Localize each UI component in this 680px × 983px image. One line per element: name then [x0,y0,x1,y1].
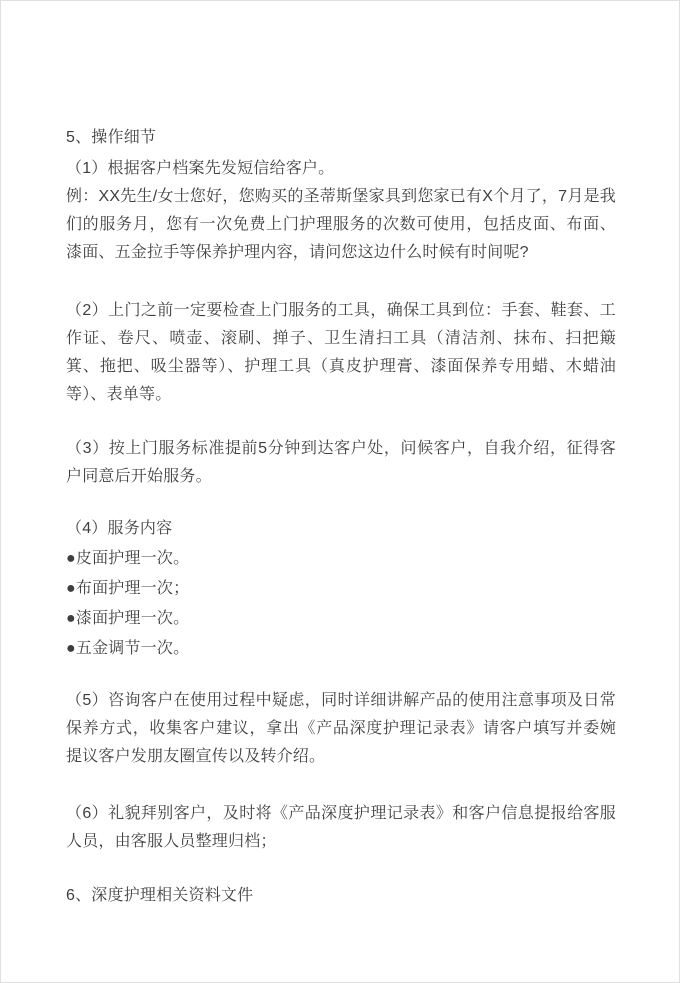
step-2-paragraph: （2）上门之前一定要检查上门服务的工具，确保工具到位：手套、鞋套、工作证、卷尺、喷壶、滚刷、掸子、卫生清扫工具（清洁剂、抹布、扫把簸箕、拖把、吸尘器等）、护理工具（真皮护理膏、漆面保养专用蜡、木蜡油等）、表单等。 [66,302,616,403]
section-6-heading: 6、深度护理相关资料文件 [66,887,254,904]
service-item-hardware: ●五金调节一次。 [66,640,190,657]
section-5-heading: 5、操作细节 [66,129,157,146]
step-3-paragraph: （3）按上门服务标准提前5分钟到达客户处，问候客户，自我介绍，征得客户同意后开始服务。 [66,440,616,485]
service-item-fabric: ●布面护理一次； [66,580,190,597]
service-item-leather: ●皮面护理一次。 [66,550,190,567]
sms-example-paragraph: 例：XX先生/女士您好，您购买的圣蒂斯堡家具到您家已有X个月了，7月是我们的服务月，您有一次免费上门护理服务的次数可使用，包括皮面、布面、漆面、五金拉手等保养护理内容，请问您这边什么时候有时间呢? [66,188,616,261]
service-item-paint: ●漆面护理一次。 [66,610,190,627]
service-items-list [66,544,616,664]
step-5-paragraph: （5）咨询客户在使用过程中疑虑，同时详细讲解产品的使用注意事项及日常保养方式，收集客户建议，拿出《产品深度护理记录表》请客户填写并委婉提议客户发朋友圈宣传以及转介绍。 [66,692,616,765]
step-1-paragraph: （1）根据客户档案先发短信给客户。 [66,160,335,177]
step-6-paragraph: （6）礼貌拜别客户，及时将《产品深度护理记录表》和客户信息提报给客服人员，由客服人员整理归档； [66,805,616,850]
document-content [1,1,679,910]
step-4-heading: （4）服务内容 [66,520,173,537]
